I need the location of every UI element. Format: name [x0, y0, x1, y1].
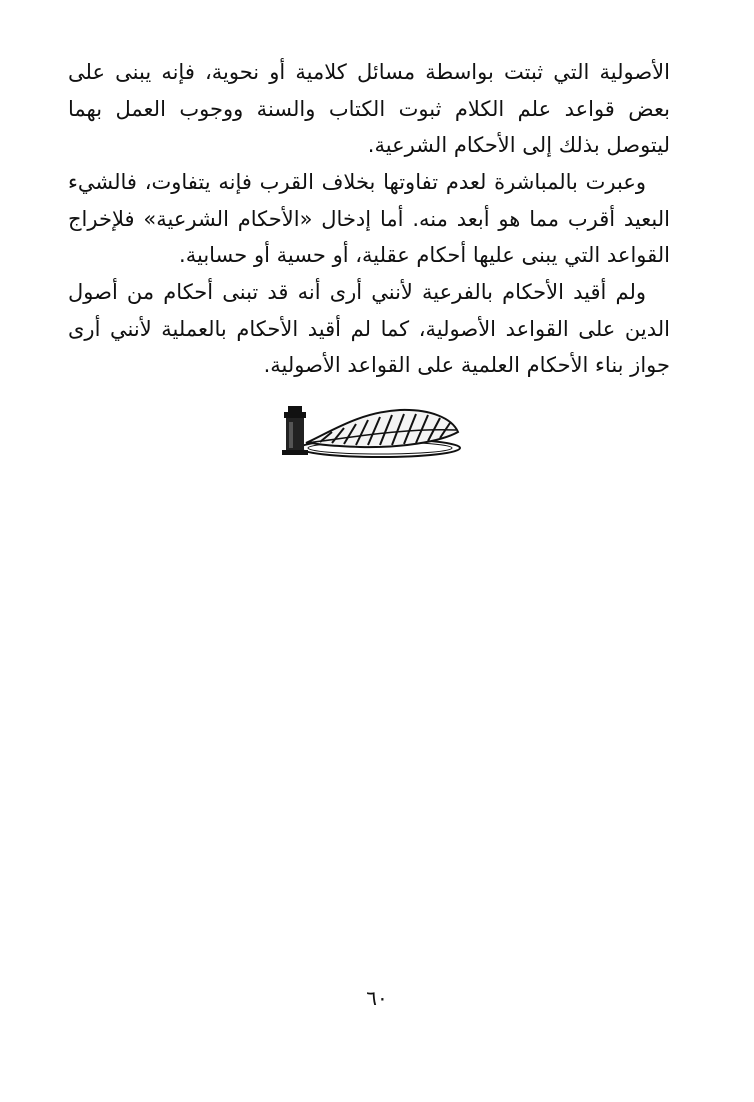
inkwell-quill-ornament-icon [280, 402, 470, 462]
paragraph-1-text: الأصولية التي ثبتت بواسطة مسائل كلامية أو نحوية، فإنه يبنى على بعض قواعد علم الكلام ثبوت الكتاب والسنة ووجوب العمل بهما ليتوصل بذلك إلى الأحكام الشرعية. [68, 60, 670, 157]
page-number: ٦٠ [366, 986, 388, 1010]
paragraph-1 [68, 54, 670, 164]
paragraph-2-text: وعبرت بالمباشرة لعدم تفاوتها بخلاف القرب فإنه يتفاوت، فالشيء البعيد أقرب مما هو أبعد منه. أما إدخال «الأحكام الشرعية» فلإخراج القواعد التي يبنى عليها أحكام عقلية، أو حسية أو حسابية. [68, 170, 670, 267]
paragraph-2 [68, 164, 670, 274]
paragraph-3-text: ولم أقيد الأحكام بالفرعية لأنني أرى أنه قد تبنى أحكام من أصول الدين على القواعد الأصولية، كما لم أقيد الأحكام بالعملية لأنني أرى جواز بناء الأحكام العلمية على القواعد الأصولية. [68, 280, 670, 377]
paragraph-3 [68, 274, 670, 384]
